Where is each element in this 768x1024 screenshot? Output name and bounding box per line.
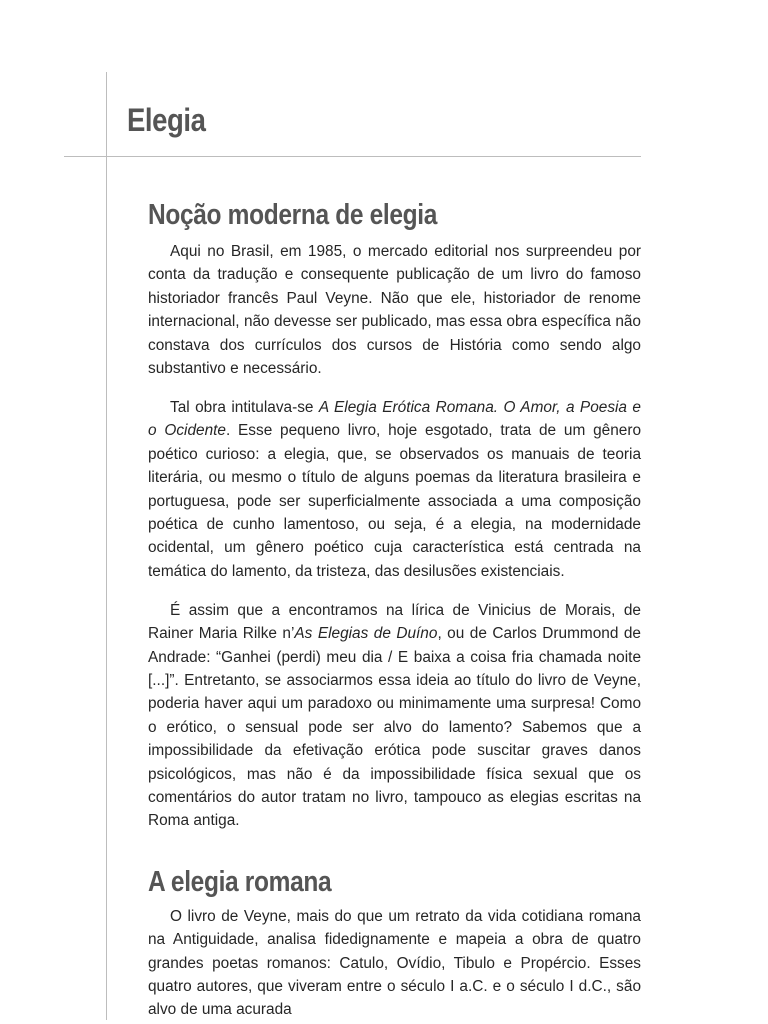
page-body (148, 196, 641, 1022)
paragraph-3-end: , ou de Carlos Drummond de Andrade: “Ganhei (perdi) meu dia / E baixa a coisa fria chamada noite [...]”. Entretanto, se associarmos essa ideia ao título do livro de Veyne, poderia haver aqui um paradoxo ou minimamente uma surpresa! Como o erótico, o sensual pode ser alvo do lamento? Sabemos que a impossibilidade da efetivação erótica pode suscitar graves danos psicológicos, mas não é da impossibilidade física sexual que os comentários do autor tratam no livro, tampouco as elegias escritas na Roma antiga. (148, 625, 641, 830)
chapter-title: Elegia (127, 102, 206, 138)
poem-title-italic: As Elegias de Duíno (294, 625, 438, 643)
paragraph-3-start: É assim que a encontramos na lírica de Vinicius de Morais, de Rainer Maria Rilke n’ (148, 601, 641, 643)
paragraph-2-start: Tal obra intitulava-se (170, 398, 319, 416)
book-title-italic: A Elegia Erótica Romana. O Amor, a Poesia e o Ocidente (148, 398, 641, 440)
paragraph-2 (148, 396, 641, 583)
margin-vertical-rule (106, 72, 107, 1020)
paragraph-4: O livro de Veyne, mais do que um retrato da vida cotidiana romana na Antiguidade, analisa fidedignamente e mapeia a obra de quatro grandes poetas romanos: Catulo, Ovídio, Tibulo e Propércio. Esses quatro autores, que viveram entre o século I a.C. e o século I d.C., são alvo de uma acurada (148, 907, 641, 1019)
chapter-title-underline (64, 156, 641, 157)
paragraph-1: Aqui no Brasil, em 1985, o mercado editorial nos surpreendeu por conta da tradução e consequente publicação de um livro do famoso historiador francês Paul Veyne. Não que ele, historiador de renome internacional, não devesse ser publicado, mas essa obra específica não constava dos currículos dos cursos de História como sendo algo substantivo e necessário. (148, 243, 641, 378)
paragraph-2-end: . Esse pequeno livro, hoje esgotado, trata de um gênero poético curioso: a elegia, que, se observados os manuais de teoria literária, ou mesmo o título de alguns poemas da literatura brasileira e portuguesa, pode ser superficialmente associada a uma composição poética de cunho lamentoso, ou seja, é a elegia, na modernidade ocidental, um gênero poético cuja característica está centrada na temática do lamento, da tristeza, das desilusões existenciais. (148, 422, 642, 580)
section-heading-modern-elegy: Noção moderna de elegia (148, 199, 438, 231)
paragraph-3 (148, 599, 641, 833)
section-heading-roman-elegy: A elegia romana (148, 865, 332, 898)
